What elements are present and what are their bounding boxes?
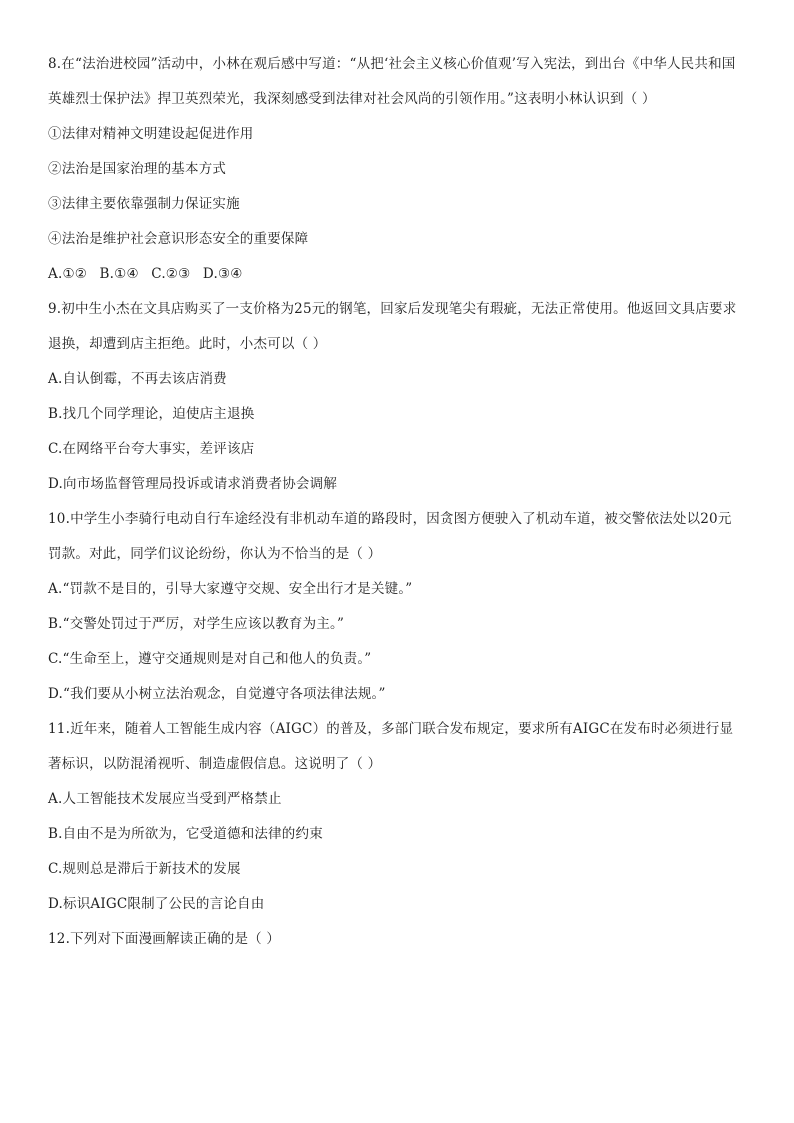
question-10-option-c: C.“生命至上，遵守交通规则是对自己和他人的负责。” — [48, 651, 372, 667]
question-8-options — [48, 264, 748, 299]
question-8-stem-line-1: 8.在“法治进校园”活动中，小林在观后感中写道：“从把‘社会主义核心价值观’写入宪法，到出台《中华人民共和国 — [48, 56, 736, 72]
question-11-option-c: C.规则总是滞后于新技术的发展 — [48, 861, 241, 877]
question-9-option-c: C.在网络平台夸大事实，差评该店 — [48, 441, 255, 457]
question-10-option-a: A.“罚款不是目的，引导大家遵守交规、安全出行才是关键。” — [48, 581, 413, 597]
question-11-stem-line-2: 著标识，以防混淆视听、制造虚假信息。这说明了（ ） — [48, 756, 382, 772]
question-10-option-d: D.“我们要从小树立法治观念，自觉遵守各项法律法规。” — [48, 686, 386, 702]
question-8-stem-line-2: 英雄烈士保护法》捍卫英烈荣光，我深刻感受到法律对社会风尚的引领作用。”这表明小林认识到（ ） — [48, 91, 656, 107]
question-8-statement-2: ②法治是国家治理的基本方式 — [48, 161, 227, 177]
question-8-statement-4: ④法治是维护社会意识形态安全的重要保障 — [48, 231, 309, 247]
question-8-option-a: A.①② — [48, 266, 88, 282]
question-11-option-b: B.自由不是为所欲为，它受道德和法律的约束 — [48, 826, 323, 842]
question-9-option-b: B.找几个同学理论，迫使店主退换 — [48, 406, 255, 422]
question-9-stem-line-1: 9.初中生小杰在文具店购买了一支价格为25元的钢笔，回家后发现笔尖有瑕疵，无法正常使用。他返回文具店要求 — [48, 301, 737, 317]
question-10-option-b: B.“交警处罚过于严厉，对学生应该以教育为主。” — [48, 616, 345, 632]
question-10-stem-line-2: 罚款。对此，同学们议论纷纷，你认为不恰当的是（ ） — [48, 546, 382, 562]
question-12-stem-line-1: 12.下列对下面漫画解读正确的是（ ） — [48, 931, 281, 947]
question-8-statement-1: ①法律对精神文明建设起促进作用 — [48, 126, 254, 142]
question-10-stem-line-1: 10.中学生小李骑行电动自行车途经没有非机动车道的路段时，因贪图方便驶入了机动车道，被交警依法处以20元 — [48, 511, 732, 527]
question-11-option-d: D.标识AIGC限制了公民的言论自由 — [48, 896, 265, 912]
question-9-stem-line-2: 退换，却遭到店主拒绝。此时，小杰可以（ ） — [48, 336, 327, 352]
question-11-stem-line-1: 11.近年来，随着人工智能生成内容（AIGC）的普及，多部门联合发布规定，要求所有AIGC在发布时必须进行显 — [48, 721, 734, 737]
question-11-option-a: A.人工智能技术发展应当受到严格禁止 — [48, 791, 282, 807]
question-9-option-a: A.自认倒霉，不再去该店消费 — [48, 371, 227, 387]
question-8-option-c: C.②③ — [151, 266, 191, 282]
question-8-statement-3: ③法律主要依靠强制力保证实施 — [48, 196, 240, 212]
exam-page — [48, 54, 748, 964]
question-8-option-d: D.③④ — [202, 266, 243, 282]
question-9-option-d: D.向市场监督管理局投诉或请求消费者协会调解 — [48, 476, 338, 492]
question-8-option-b: B.①④ — [99, 266, 139, 282]
